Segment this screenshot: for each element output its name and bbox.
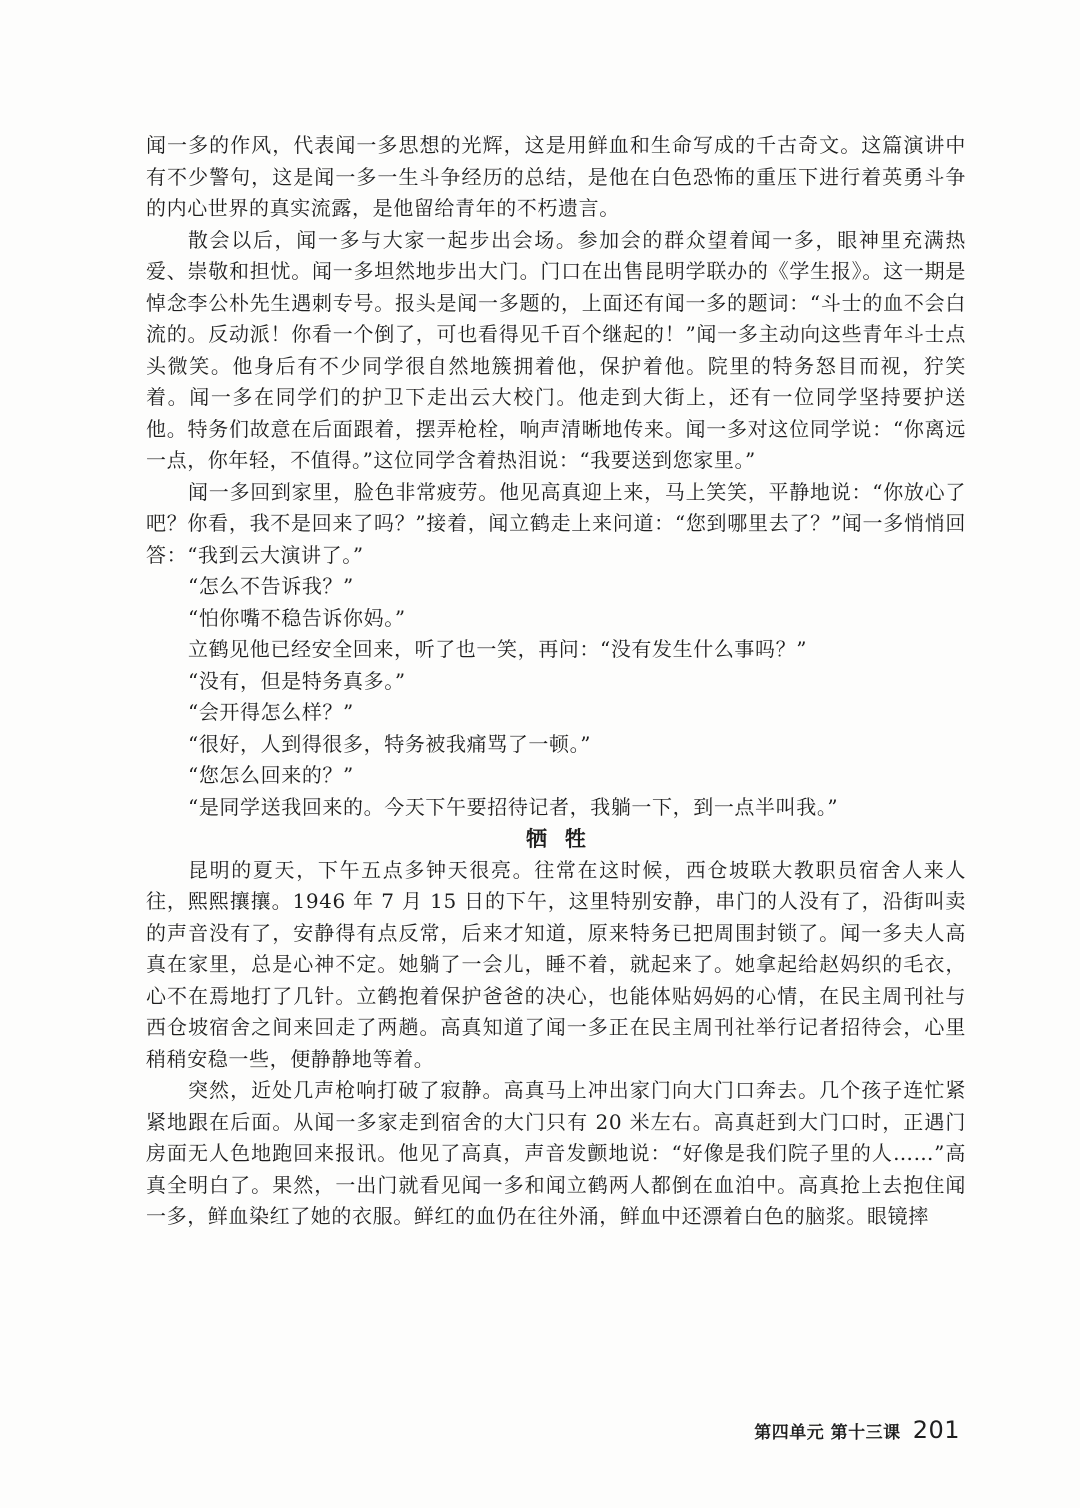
dialogue-line: “没有，但是特务真多。” bbox=[188, 668, 406, 693]
footer-unit-lesson: 第四单元 第十三课 bbox=[754, 1423, 901, 1443]
dialogue-line: 立鹤见他已经安全回来，听了也一笑，再问：“没有发生什么事吗？” bbox=[188, 637, 808, 661]
dialogue-line: “您怎么回来的？” bbox=[188, 763, 354, 787]
paragraph-returning-home: 闻一多回到家里，脸色非常疲劳。他见高真迎上来，马上笑笑，平静地说：“你放心了吧？你看，我不是回来了吗？”接着，闻立鹤走上来问道：“您到哪里去了？”闻一多悄悄回答：“我到云大演讲了。” bbox=[146, 479, 966, 567]
page-footer bbox=[754, 1416, 960, 1444]
dialogue-line: “会开得怎么样？” bbox=[188, 700, 354, 724]
dialogue-line: “很好，人到得很多，特务被我痛骂了一顿。” bbox=[188, 731, 592, 756]
paragraph-kunming-summer: 昆明的夏天，下午五点多钟天很亮。往常在这时候，西仓坡联大教职员宿舍人来人往，熙熙攘攘。1946 年 7 月 15 日的下午，这里特别安静，串门的人没有了，沿街叫卖的声音没有了，安静得有点反常，后来才知道，原来特务已把周围封锁了。闻一多夫人高真在家里，总是心神不定。她躺了一会儿，睡不着，就起来了。她拿起给赵妈织的毛衣，心不在焉地打了几针。立鹤抱着保护爸爸的决心，也能体贴妈妈的心情，在民主周刊社与西仓坡宿舍之间来回走了两趟。高真知道了闻一多正在民主周刊社举行记者招待会，心里稍稍安稳一些，便静静地等着。 bbox=[146, 857, 966, 1071]
section-heading: 牺牲 bbox=[526, 826, 604, 851]
body-text bbox=[146, 130, 966, 1233]
dialogue-line: “怕你嘴不稳告诉你妈。” bbox=[188, 605, 406, 630]
paragraph-continued: 闻一多的作风，代表闻一多思想的光辉，这是用鲜血和生命写成的千古奇文。这篇演讲中有不少警句，这是闻一多一生斗争经历的总结，是他在白色恐怖的重压下进行着英勇斗争的内心世界的真实流露，是他留给青年的不朽遗言。 bbox=[146, 133, 966, 220]
page-number: 201 bbox=[912, 1416, 960, 1444]
paragraph-leaving-meeting: 散会以后，闻一多与大家一起步出会场。参加会的群众望着闻一多，眼神里充满热爱、崇敬和担忧。闻一多坦然地步出大门。门口在出售昆明学联办的《学生报》。这一期是悼念李公朴先生遇刺专号。报头是闻一多题的，上面还有闻一多的题词：“斗士的血不会白流的。反动派！你看一个倒了，可也看得见千百个继起的！”闻一多主动向这些青年斗士点头微笑。他身后有不少同学很自然地簇拥着他，保护着他。院里的特务怒目而视，狞笑着。闻一多在同学们的护卫下走出云大校门。他走到大街上，还有一位同学坚持要护送他。特务们故意在后面跟着，摆弄枪栓，响声清晰地传来。闻一多对这位同学说：“你离远一点，你年轻，不值得。”这位同学含着热泪说：“我要送到您家里。” bbox=[146, 227, 966, 472]
paragraph-gunshots: 突然，近处几声枪响打破了寂静。高真马上冲出家门向大门口奔去。几个孩子连忙紧紧地跟在后面。从闻一多家走到宿舍的大门只有 20 米左右。高真赶到大门口时，正遇门房面无人色地跑回来报讯。他见了高真，声音发颤地说：“好像是我们院子里的人……”高真全明白了。果然，一出门就看见闻一多和闻立鹤两人都倒在血泊中。高真抢上去抱住闻一多，鲜血染红了她的衣服。鲜红的血仍在往外涌，鲜血中还漂着白色的脑浆。眼镜摔 bbox=[146, 1078, 966, 1228]
dialogue-line: “怎么不告诉我？” bbox=[188, 574, 354, 598]
dialogue-line: “是同学送我回来的。今天下午要招待记者，我躺一下，到一点半叫我。” bbox=[188, 794, 839, 819]
